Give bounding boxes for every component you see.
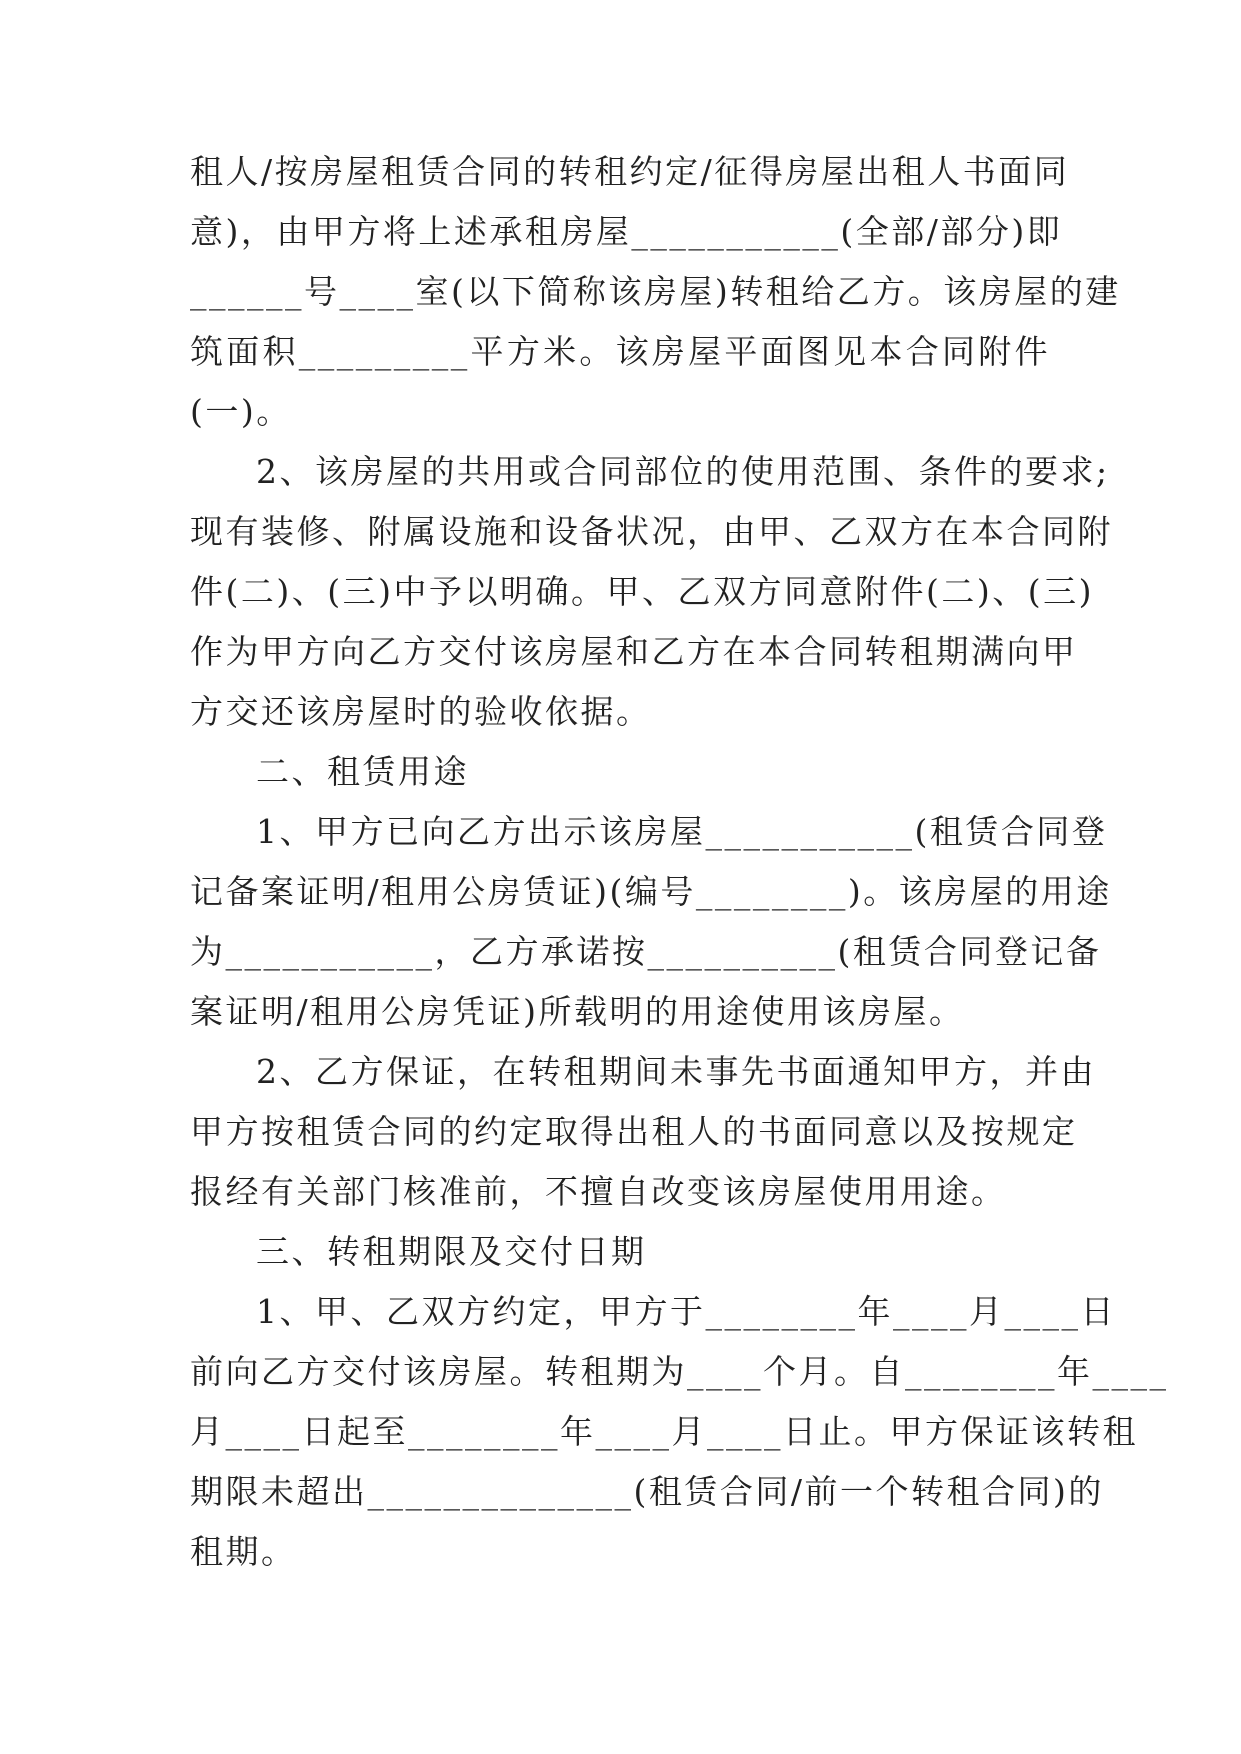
text-line: 案证明/租用公房凭证)所载明的用途使用该房屋。 [190, 992, 965, 1031]
text-line: 三、转租期限及交付日期 [256, 1232, 647, 1271]
text-line: 月____日起至________年____月____日止。甲方保证该转租 [190, 1412, 1138, 1451]
text-line: 2、该房屋的共用或合同部位的使用范围、条件的要求; [256, 452, 1110, 491]
text-line: 前向乙方交付该房屋。转租期为____个月。自________年____ [190, 1352, 1169, 1391]
text-line: 二、租赁用途 [256, 752, 469, 791]
text-line: (一)。 [190, 392, 292, 431]
text-line: 租期。 [190, 1532, 297, 1571]
text-line: 期限未超出______________(租赁合同/前一个转租合同)的 [190, 1472, 1104, 1511]
document-body [190, 142, 1169, 1582]
text-line: 1、甲方已向乙方出示该房屋___________(租赁合同登 [256, 812, 1108, 851]
text-line: 记备案证明/租用公房赁证)(编号________)。该房屋的用途 [190, 872, 1112, 911]
text-line: 作为甲方向乙方交付该房屋和乙方在本合同转租期满向甲 [190, 632, 1078, 671]
text-line: 方交还该房屋时的验收依据。 [190, 692, 652, 731]
text-line: ______号____室(以下简称该房屋)转租给乙方。该房屋的建 [190, 272, 1121, 311]
text-line: 1、甲、乙双方约定，甲方于________年____月____日 [256, 1292, 1116, 1331]
text-line: 意)，由甲方将上述承租房屋___________(全部/部分)即 [190, 212, 1063, 251]
text-line: 甲方按租赁合同的约定取得出租人的书面同意以及按规定 [190, 1112, 1078, 1151]
text-line: 件(二)、(三)中予以明确。甲、乙双方同意附件(二)、(三) [190, 572, 1094, 611]
text-line: 报经有关部门核准前，不擅自改变该房屋使用用途。 [190, 1172, 1007, 1211]
text-line: 筑面积_________平方米。该房屋平面图见本合同附件 [190, 332, 1050, 371]
text-line: 租人/按房屋租赁合同的转租约定/征得房屋出租人书面同 [190, 152, 1070, 191]
text-line: 为___________，乙方承诺按__________(租赁合同登记备 [190, 932, 1102, 971]
text-line: 2、乙方保证，在转租期间未事先书面通知甲方，并由 [256, 1052, 1096, 1091]
text-line: 现有装修、附属设施和设备状况，由甲、乙双方在本合同附 [190, 512, 1113, 551]
